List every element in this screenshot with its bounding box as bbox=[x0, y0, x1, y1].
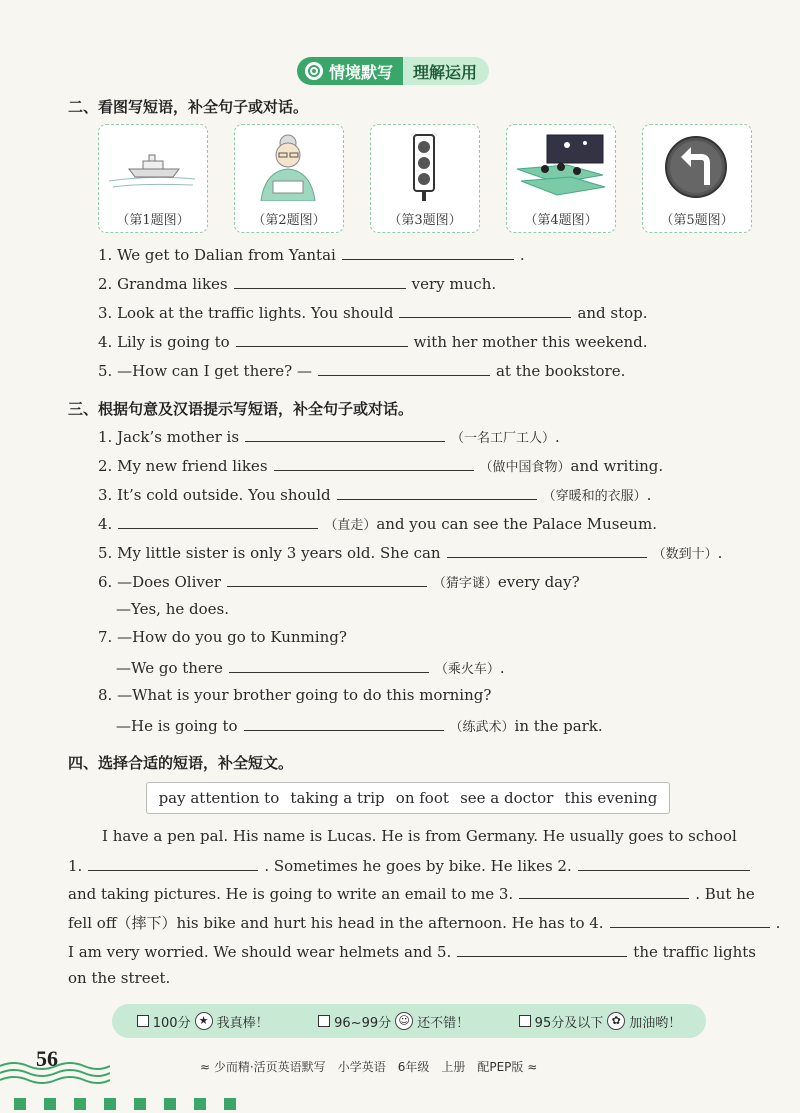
section-banner bbox=[297, 57, 489, 85]
footer-info: ≈ 少而精·活页英语默写 小学英语 6年级 上册 配PEP版 ≈ bbox=[200, 1060, 538, 1074]
turn-left-sign-icon bbox=[643, 129, 750, 201]
answer-blank[interactable] bbox=[342, 244, 514, 260]
grandma-reading-icon bbox=[235, 129, 342, 201]
picture-3 bbox=[370, 124, 480, 233]
answer-blank[interactable] bbox=[337, 484, 537, 500]
s3-answer-7: —We go there （乘火车）. bbox=[116, 659, 505, 677]
page-number: 56 bbox=[36, 1046, 58, 1071]
answer-blank[interactable] bbox=[578, 855, 750, 871]
picture-5-caption: （第5题图） bbox=[660, 213, 734, 228]
passage-line-5: I am very worried. We should wear helmets and 5. the traffic lights bbox=[68, 943, 756, 961]
s3-answer-8: —He is going to （练武术）in the park. bbox=[116, 717, 603, 735]
s3-question-7: 7. —How do you go to Kunming? bbox=[98, 628, 347, 646]
picture-4-caption: （第4题图） bbox=[524, 213, 598, 228]
rating-option-3[interactable]: 95分及以下 ✿ 加油哟！ bbox=[519, 1012, 682, 1031]
passage-line-4: fell off（摔下）his bike and hurt his head in the afternoon. He has to 4. . bbox=[68, 914, 781, 932]
answer-blank[interactable] bbox=[457, 941, 627, 957]
rating-option-2[interactable]: 96~99分 ☺ 还不错！ bbox=[318, 1012, 469, 1031]
picture-2-caption: （第2题图） bbox=[252, 213, 326, 228]
s3-question-1: 1. Jack’s mother is （一名工厂工人）. bbox=[98, 428, 560, 446]
star-face-icon: ★ bbox=[195, 1012, 213, 1030]
answer-blank[interactable] bbox=[234, 273, 406, 289]
section-2-title: 二、看图写短语，补全句子或对话。 bbox=[68, 98, 309, 116]
answer-blank[interactable] bbox=[227, 571, 427, 587]
s3-answer-6: —Yes, he does. bbox=[116, 600, 229, 618]
phrase-option: see a doctor bbox=[460, 789, 554, 807]
checkbox[interactable] bbox=[519, 1015, 531, 1027]
traffic-light-icon bbox=[371, 129, 478, 201]
passage-line-3: and taking pictures. He is going to write an email to me 3. . But he bbox=[68, 885, 755, 903]
s3-question-8: 8. —What is your brother going to do this morning? bbox=[98, 686, 492, 704]
phrase-option: on foot bbox=[395, 789, 449, 807]
passage-line-2: 1. . Sometimes he goes by bike. He likes 2. bbox=[68, 855, 750, 875]
s3-question-3: 3. It’s cold outside. You should （穿暖和的衣服）. bbox=[98, 486, 652, 504]
answer-blank[interactable] bbox=[245, 426, 445, 442]
picture-1 bbox=[98, 124, 208, 233]
s2-question-3: 3. Look at the traffic lights. You should and stop. bbox=[98, 304, 648, 322]
answer-blank[interactable] bbox=[274, 455, 474, 471]
phrase-option: pay attention to bbox=[158, 789, 280, 807]
answer-blank[interactable] bbox=[610, 912, 770, 928]
s2-question-1: 1. We get to Dalian from Yantai . bbox=[98, 246, 525, 264]
rating-option-1[interactable]: 100分 ★ 我真棒！ bbox=[137, 1012, 269, 1031]
answer-blank[interactable] bbox=[236, 331, 408, 347]
answer-blank[interactable] bbox=[118, 513, 318, 529]
banner-title: 情境默写 bbox=[329, 62, 394, 82]
phrase-bank bbox=[146, 782, 670, 814]
s3-question-2: 2. My new friend likes （做中国食物）and writing. bbox=[98, 457, 664, 475]
cinema-icon bbox=[507, 129, 614, 201]
picture-4 bbox=[506, 124, 616, 233]
s3-question-5: 5. My little sister is only 3 years old. She can （数到十）. bbox=[98, 544, 723, 562]
passage-line-6: on the street. bbox=[68, 969, 171, 987]
s2-question-4: 4. Lily is going to with her mother this weekend. bbox=[98, 333, 648, 351]
checkbox[interactable] bbox=[137, 1015, 149, 1027]
s3-question-6: 6. —Does Oliver （猜字谜）every day? bbox=[98, 573, 580, 591]
wave-decoration-icon bbox=[0, 1060, 110, 1086]
picture-row bbox=[98, 124, 752, 233]
answer-blank[interactable] bbox=[318, 360, 490, 376]
checkbox[interactable] bbox=[318, 1015, 330, 1027]
s2-question-2: 2. Grandma likes very much. bbox=[98, 275, 497, 293]
answer-blank[interactable] bbox=[519, 883, 689, 899]
picture-2 bbox=[234, 124, 344, 233]
section-3-title: 三、根据句意及汉语提示写短语，补全句子或对话。 bbox=[68, 400, 414, 418]
ship-icon bbox=[99, 129, 206, 201]
answer-blank[interactable] bbox=[229, 657, 429, 673]
medal-icon bbox=[305, 62, 323, 80]
answer-blank[interactable] bbox=[447, 542, 647, 558]
picture-1-caption: （第1题图） bbox=[116, 213, 190, 228]
banner-subtitle: 理解运用 bbox=[403, 57, 489, 85]
phrase-option: taking a trip bbox=[290, 789, 385, 807]
answer-blank[interactable] bbox=[88, 855, 258, 871]
smile-face-icon: ☺ bbox=[395, 1012, 413, 1030]
s2-question-5: 5. —How can I get there? — at the bookstore. bbox=[98, 362, 626, 380]
s3-question-4: 4. （直走）and you can see the Palace Museum. bbox=[98, 515, 657, 533]
answer-blank[interactable] bbox=[399, 302, 571, 318]
cheer-face-icon: ✿ bbox=[607, 1012, 625, 1030]
section-4-title: 四、选择合适的短语，补全短文。 bbox=[68, 754, 294, 772]
picture-5 bbox=[642, 124, 752, 233]
picture-3-caption: （第3题图） bbox=[388, 213, 462, 228]
answer-blank[interactable] bbox=[244, 715, 444, 731]
phrase-option: this evening bbox=[564, 789, 658, 807]
corner-squares bbox=[14, 1098, 236, 1110]
passage-line-1: I have a pen pal. His name is Lucas. He is from Germany. He usually goes to school bbox=[102, 827, 737, 845]
self-rating-bar bbox=[112, 1004, 706, 1038]
